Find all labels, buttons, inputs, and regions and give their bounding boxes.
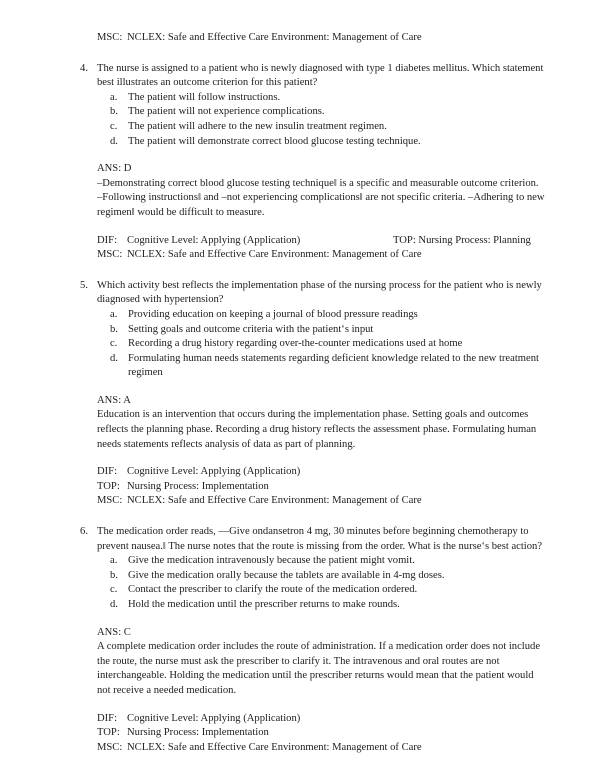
option-text: Give the medication intravenously because the patient might vomit.: [128, 555, 415, 567]
option-letter: c.: [110, 120, 118, 132]
msc-label: MSC:: [97, 495, 123, 507]
question-number: 6.: [80, 526, 88, 538]
question-stem: The nurse is assigned to a patient who is newly diagnosed with type 1 diabetes mellitus. Which statement best illustrates an outcome criterion for this patient?: [97, 62, 544, 89]
option-row: [110, 105, 545, 120]
spacer: [97, 149, 545, 162]
metadata-top-row: [97, 480, 545, 495]
spacer: [97, 509, 545, 525]
option-text: Providing education on keeping a journal of blood pressure readings: [128, 308, 418, 320]
dif-label: DIF:: [97, 234, 118, 246]
option-letter: b.: [110, 323, 118, 335]
question-stem: The medication order reads, —Give ondansetron 4 mg, 30 minutes before beginning chemotherapy to prevent nausea.‖ The nurse notes that the route is missing from the order. What is the nurse‘s best action?: [97, 526, 543, 552]
option-row: [110, 352, 545, 381]
option-row: [110, 337, 545, 352]
msc-value: NCLEX: Safe and Effective Care Environment: Management of Care: [127, 32, 422, 43]
question-block: [75, 525, 545, 755]
question-block: [75, 279, 545, 509]
top-value: Nursing Process: Planning: [418, 234, 531, 246]
rationale-text: ‒Demonstrating correct blood glucose testing technique‖ is a specific and measurable outcome criterion. ‒Following instructions‖ and ‒not experiencing complications‖ are not specific criteria. ‒Adhering to new regimen‖ would be difficult to measure.: [97, 177, 545, 218]
dif-label: DIF:: [97, 466, 118, 478]
option-row: [110, 323, 545, 338]
spacer: [97, 613, 545, 626]
question-stem: Which activity best reflects the implementation phase of the nursing process for the patient who is newly diagnosed with hypertension?: [97, 279, 542, 306]
metadata-msc-row: [97, 741, 545, 756]
msc-label: MSC:: [97, 249, 123, 261]
option-row: [110, 569, 545, 584]
answer-line: ANS: C: [97, 626, 131, 638]
spacer: [97, 221, 545, 234]
option-text: Hold the medication until the prescriber returns to make rounds.: [128, 599, 400, 610]
question-body: [97, 62, 545, 263]
option-row: [110, 308, 545, 323]
option-letter: c.: [110, 584, 118, 596]
spacer: [97, 699, 545, 712]
metadata-msc-row: [97, 494, 545, 509]
msc-value: NCLEX: Safe and Effective Care Environment: Management of Care: [127, 249, 422, 261]
question-number: 5.: [80, 279, 88, 291]
spacer: [97, 46, 545, 62]
rationale-text: Education is an intervention that occurs during the implementation phase. Setting goals and outcomes reflects the planning phase. Recording a drug history reflects the assessment phase. Formulating human needs statements reflects analysis of data as part of planning.: [97, 409, 537, 450]
metadata-dif-row: [97, 712, 545, 727]
option-row: [110, 554, 545, 569]
option-letter: d.: [110, 352, 118, 364]
top-value: Nursing Process: Implementation: [127, 480, 269, 492]
option-letter: b.: [110, 569, 118, 581]
question-body: [97, 279, 545, 509]
metadata-dif-row: [97, 465, 545, 480]
option-text: Give the medication orally because the tablets are available in 4-mg doses.: [128, 569, 445, 581]
option-letter: a.: [110, 91, 118, 103]
rationale-text: A complete medication order includes the route of administration. If a medication order does not include the route, the nurse must ask the prescriber to clarify it. The intravenous and oral routes are not interchangeable. Holding the medication until the prescriber returns would mean that the patient would not receive a needed medication.: [97, 641, 541, 696]
dif-value: Cognitive Level: Applying (Application): [127, 466, 301, 478]
page-content: [80, 31, 545, 755]
spacer: [97, 381, 545, 394]
top-label: TOP:: [97, 727, 120, 739]
metadata-top-row: [97, 726, 545, 741]
option-text: The patient will adhere to the new insulin treatment regimen.: [128, 120, 387, 132]
answer-line: ANS: A: [97, 394, 131, 406]
answer-line: ANS: D: [97, 163, 132, 175]
spacer: [97, 263, 545, 279]
metadata-dif-top-row: [97, 234, 545, 249]
option-text: The patient will demonstrate correct blood glucose testing technique.: [128, 135, 421, 147]
option-letter: d.: [110, 135, 118, 147]
option-text: Contact the prescriber to clarify the route of the medication ordered.: [128, 584, 418, 596]
option-text: Formulating human needs statements regarding deficient knowledge related to the new treatment regimen: [128, 352, 539, 379]
option-letter: a.: [110, 308, 118, 320]
msc-label: MSC:: [97, 741, 123, 753]
option-row: [110, 91, 545, 106]
option-letter: b.: [110, 106, 118, 118]
option-text: Setting goals and outcome criteria with the patient‘s input: [128, 323, 374, 335]
option-row: [110, 583, 545, 598]
option-letter: d.: [110, 599, 118, 610]
msc-value: NCLEX: Safe and Effective Care Environment: Management of Care: [127, 741, 422, 753]
page-top-header: [97, 31, 545, 46]
dif-label: DIF:: [97, 712, 118, 724]
option-row: [110, 135, 545, 150]
top-value: Nursing Process: Implementation: [127, 727, 269, 739]
question-body: [97, 525, 545, 755]
option-row: [110, 120, 545, 135]
question-block: [75, 62, 545, 263]
metadata-msc-row: [97, 248, 545, 263]
spacer: [97, 452, 545, 465]
top-inline-group: [393, 234, 531, 249]
dif-value: Cognitive Level: Applying (Application): [127, 712, 301, 724]
question-number: 4.: [80, 62, 88, 74]
msc-label: MSC:: [97, 32, 123, 43]
option-letter: a.: [110, 555, 118, 567]
option-letter: c.: [110, 338, 118, 350]
option-text: The patient will not experience complications.: [128, 106, 325, 118]
option-text: The patient will follow instructions.: [128, 91, 281, 103]
option-text: Recording a drug history regarding over-the-counter medications used at home: [128, 338, 463, 350]
msc-value: NCLEX: Safe and Effective Care Environment: Management of Care: [127, 495, 422, 507]
dif-value: Cognitive Level: Applying (Application): [127, 234, 301, 246]
top-label: TOP:: [393, 234, 416, 246]
option-row: [110, 598, 545, 613]
top-label: TOP:: [97, 480, 120, 492]
